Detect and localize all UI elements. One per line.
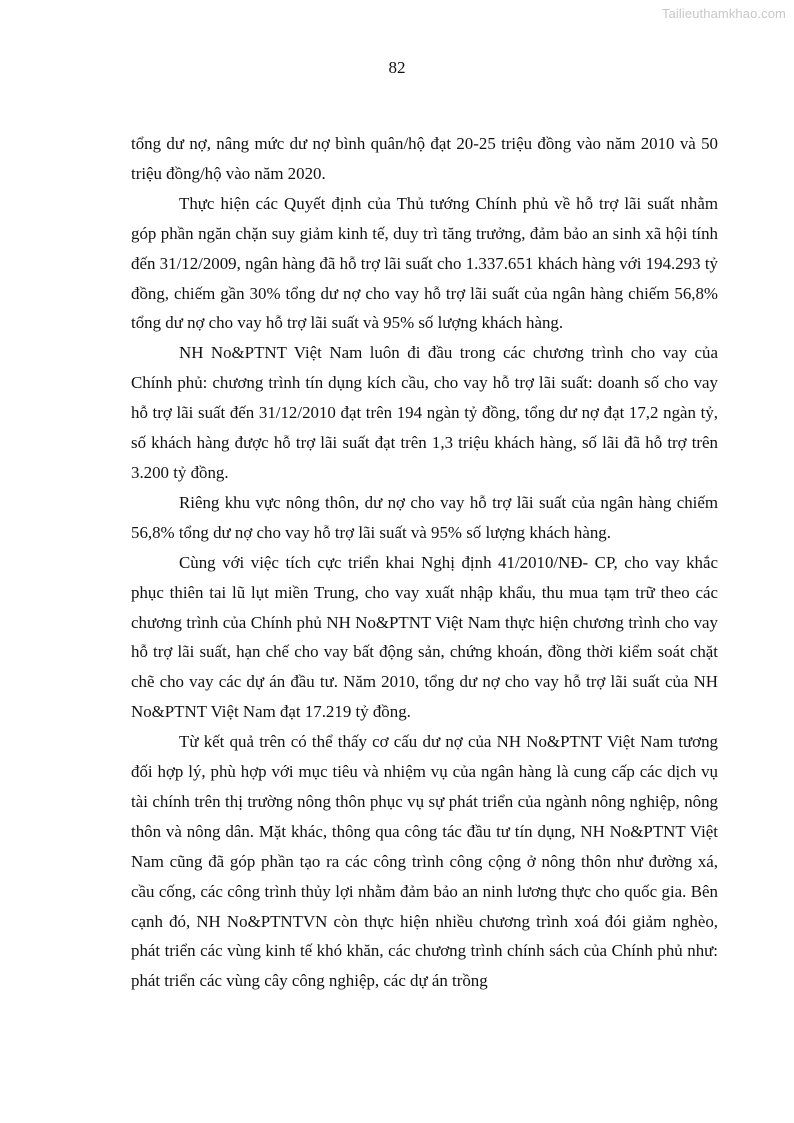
watermark-text: Tailieuthamkhao.com [661, 6, 786, 21]
paragraph: Cùng với việc tích cực triển khai Nghị định 41/2010/NĐ- CP, cho vay khắc phục thiên tai lũ lụt miền Trung, cho vay xuất nhập khẩu, thu mua tạm trữ theo các chương trình của Chính phủ NH No&PTNT Việt Nam thực hiện chương trình cho vay hỗ trợ lãi suất, hạn chế cho vay bất động sản, chứng khoán, đồng thời kiểm soát chặt chẽ cho vay các dự án đầu tư. Năm 2010, tổng dư nợ cho vay hỗ trợ lãi suất của NH No&PTNT Việt Nam đạt 17.219 tỷ đồng. [131, 552, 718, 722]
paragraph: NH No&PTNT Việt Nam luôn đi đầu trong các chương trình cho vay của Chính phủ: chương trình tín dụng kích cầu, cho vay hỗ trợ lãi suất: doanh số cho vay hỗ trợ lãi suất đến 31/12/2010 đạt trên 194 ngàn tỷ đồng, tổng dư nợ đạt 17,2 ngàn tỷ, số khách hàng được hỗ trợ lãi suất đạt trên 1,3 triệu khách hàng, số lãi đã hỗ trợ trên 3.200 tỷ đồng. [131, 343, 718, 482]
paragraph: Thực hiện các Quyết định của Thủ tướng Chính phủ về hỗ trợ lãi suất nhằm góp phần ngăn chặn suy giảm kinh tế, duy trì tăng trưởng, đảm bảo an sinh xã hội tính đến 31/12/2009, ngân hàng đã hỗ trợ lãi suất cho 1.337.651 khách hàng với 194.293 tỷ đồng, chiếm gần 30% tổng dư nợ cho vay hỗ trợ lãi suất của ngân hàng chiếm 56,8% tổng dư nợ cho vay hỗ trợ lãi suất và 95% số lượng khách hàng. [131, 193, 718, 333]
paragraph-continued: tổng dư nợ, nâng mức dư nợ bình quân/hộ đạt 20-25 triệu đồng vào năm 2010 và 50 triệu đồng/hộ vào năm 2020. [131, 134, 718, 183]
paragraph: Từ kết quả trên có thể thấy cơ cấu dư nợ của NH No&PTNT Việt Nam tương đối hợp lý, phù hợp với mục tiêu và nhiệm vụ của ngân hàng là cung cấp các dịch vụ tài chính trên thị trường nông thôn phục vụ sự phát triển của ngành nông nghiệp, nông thôn và nông dân. Mặt khác, thông qua công tác đầu tư tín dụng, NH No&PTNT Việt Nam cũng đã góp phần tạo ra các công trình công cộng ở nông thôn như đường xá, cầu cống, các công trình thủy lợi nhằm đảm bảo an ninh lương thực cho quốc gia. Bên cạnh đó, NH No&PTNTVN còn thực hiện nhiều chương trình xoá đói giảm nghèo, phát triển các vùng kinh tế khó khăn, các chương trình chính sách của Chính phủ như: phát triển các vùng cây công nghiệp, các dự án trồng [131, 732, 718, 991]
page-number: 82 [388, 58, 406, 77]
document-body [131, 129, 718, 996]
paragraph: Riêng khu vực nông thôn, dư nợ cho vay hỗ trợ lãi suất của ngân hàng chiếm 56,8% tổng dư nợ cho vay hỗ trợ lãi suất và 95% số lượng khách hàng. [131, 492, 718, 542]
